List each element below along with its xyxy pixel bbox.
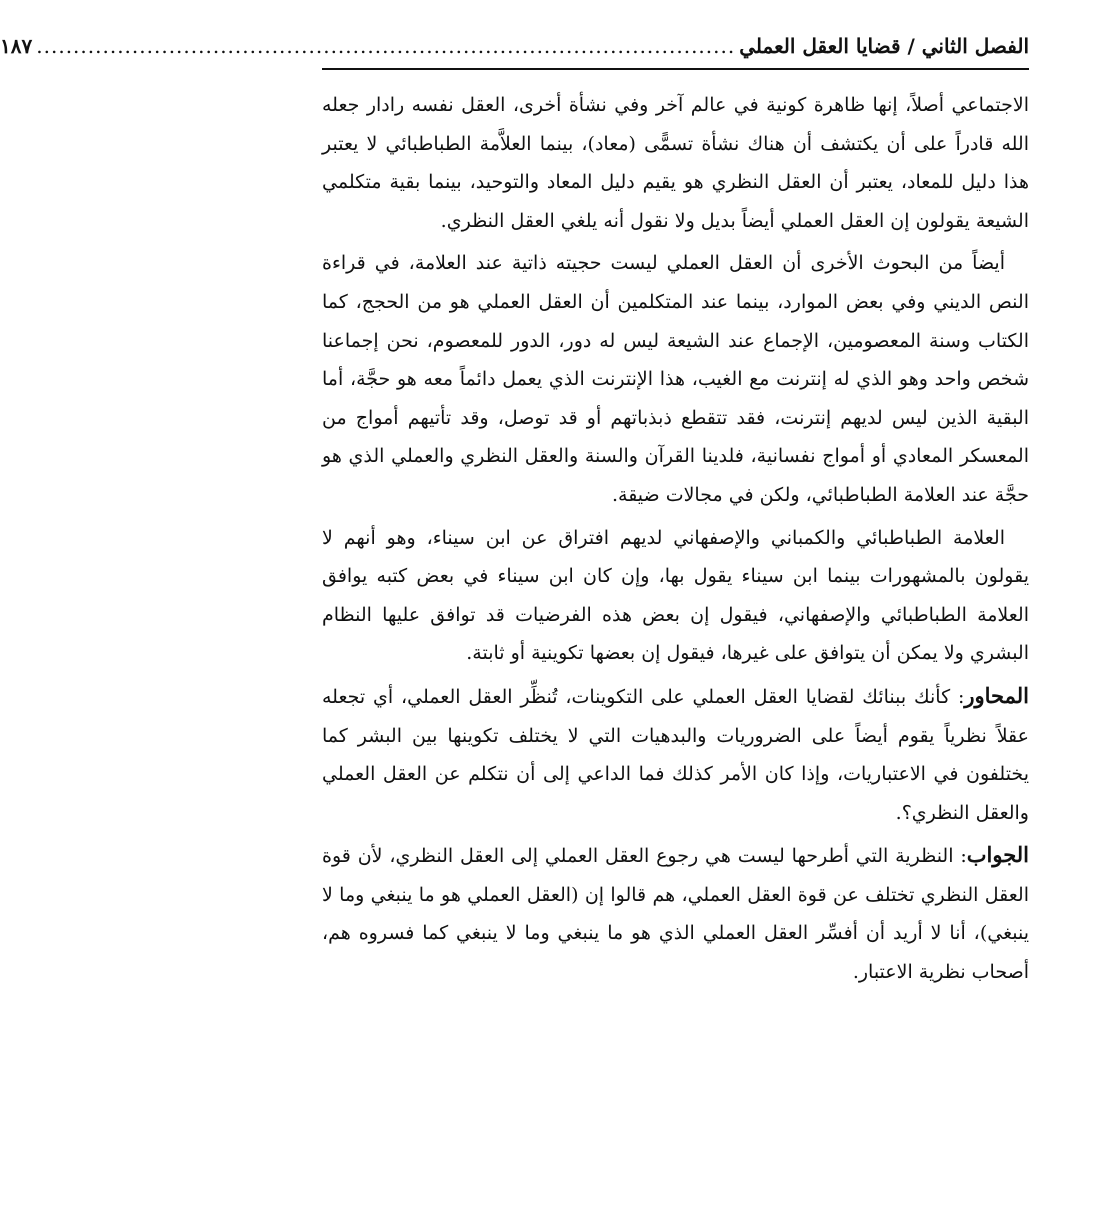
paragraph-text: العلامة الطباطبائي والكمباني والإصفهاني لديهم افتراق عن ابن سيناء، وهو أنهم لا يقولون بالمشهورات بينما ابن سيناء يقول بها، وإن كان ابن سيناء في بعض كتبه يوافق العلامة الطباطبائي والإصفهاني، فيقول إن بعض هذه الفرضيات قد توافق عليها النظام البشري ولا يمكن أن يتوافق على غيرها، فيقول إن بعضها تكوينية أو ثابتة. (322, 526, 1029, 665)
paragraph-text: : النظرية التي أطرحها ليست هي رجوع العقل العملي إلى العقل النظري، لأن قوة العقل النظري تختلف عن قوة العقل العملي، هم قالوا إن (العقل العملي هو ما ينبغي وما لا ينبغي)، أنا لا أريد أن أفسِّر العقل العملي الذي هو ما ينبغي وما لا ينبغي كما فسروه هم، أصحاب نظرية الاعتبار. (322, 845, 1029, 984)
paragraph (322, 244, 1029, 514)
page-number: ١٨٧ (0, 34, 33, 58)
speaker-label: المحاور (964, 682, 1029, 708)
paragraph (322, 677, 1029, 832)
paragraph (322, 86, 1029, 240)
paragraph-text: الاجتماعي أصلاً، إنها ظاهرة كونية في عالم آخر وفي نشأة أخرى، العقل نفسه رادار جعله الله قادراً على أن يكتشف أن هناك نشأة تسمًّى (معاد)، بينما العلاَّمة الطباطبائي لا يعتبر هذا دليل للمعاد، يعتبر أن العقل النظري هو يقيم دليل المعاد والتوحيد، بينما بقية متكلمي الشيعة يقولون إن العقل العملي أيضاً بديل ولا نقول أنه يلغي العقل النظري. (322, 94, 1029, 232)
header-rule (322, 68, 1029, 70)
body-text (322, 86, 1029, 996)
paragraph (322, 836, 1029, 991)
leader-dots: ............................................................................................... (36, 34, 736, 58)
paragraph-text: أيضاً من البحوث الأخرى أن العقل العملي ليست حجيته ذاتية عند العلامة، في قراءة النص الديني وفي بعض الموارد، بينما عند المتكلمين أن العقل العملي هو من الحجج، كما الكتاب وسنة المعصومين، الإجماع عند الشيعة ليس له دور، الدور للمعصوم، نحن إجماعنا شخص واحد وهو الذي له إنترنت مع الغيب، هذا الإنترنت الذي يعمل دائماً معه هو حجَّة، أما البقية الذين ليس لديهم إنترنت، فقد تتقطع ذبذباتهم أو قد توصل، وقد تأتيهم أمواج من المعسكر المعادي أو أمواج نفسانية، فلدينا القرآن والسنة والعقل النظري والعملي الذي هو حجَّة عند العلامة الطباطبائي، ولكن في مجالات ضيقة. (322, 252, 1029, 506)
paragraph (322, 519, 1029, 673)
running-header (0, 28, 1029, 64)
paragraph-text: : كأنك ببنائك لقضايا العقل العملي على التكوينات، تُنظِّر العقل العملي، أي تجعله عقلاً نظرياً يقوم أيضاً على الضروريات والبدهيات التي لا يختلف تكوينها بين البشر كما يختلفون في الاعتباريات، وإذا كان الأمر كذلك فما الداعي إلى أن نتكلم عن العقل العملي والعقل النظري؟. (322, 685, 1029, 824)
speaker-label: الجواب (966, 842, 1029, 868)
chapter-title: الفصل الثاني / قضايا العقل العملي (739, 34, 1029, 58)
